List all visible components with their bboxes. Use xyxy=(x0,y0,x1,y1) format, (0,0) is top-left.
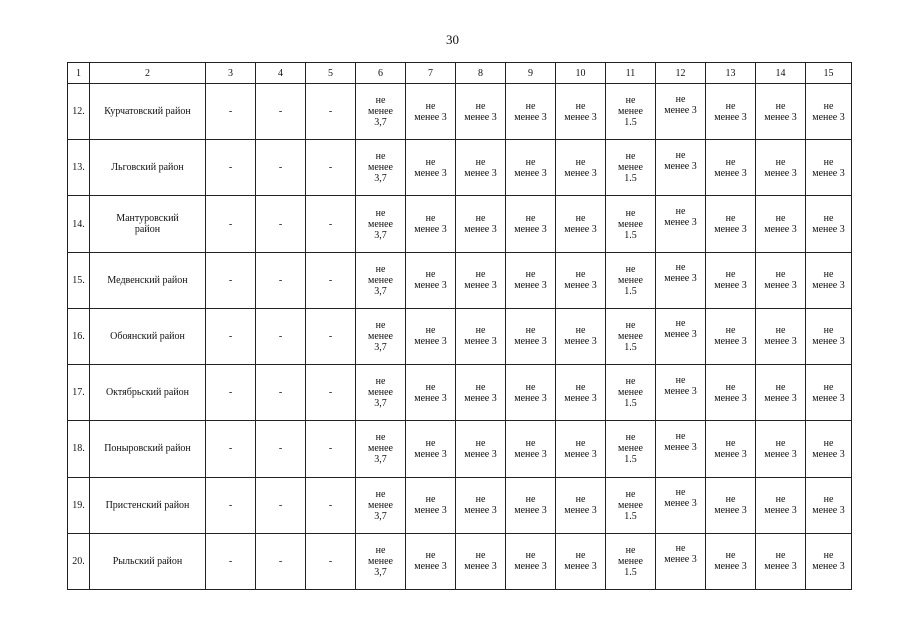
cell-col-12 xyxy=(656,252,706,308)
cell-col-3 xyxy=(206,533,256,589)
cell-col-9 xyxy=(506,365,556,421)
cell-col-11-text: не менее 1.5 xyxy=(618,319,643,353)
district-name-text: Поныровский район xyxy=(104,443,191,455)
cell-col-6 xyxy=(356,308,406,364)
cell-col-13 xyxy=(706,140,756,196)
cell-col-13-text: не менее 3 xyxy=(714,156,747,179)
district-name xyxy=(90,196,206,252)
cell-col-14 xyxy=(756,365,806,421)
cell-col-10-text: не менее 3 xyxy=(564,437,597,460)
cell-col-8 xyxy=(456,533,506,589)
cell-col-3 xyxy=(206,84,256,140)
district-name-text: Октябрьский район xyxy=(105,387,190,399)
district-name-text: Льговский район xyxy=(111,162,184,174)
cell-col-8-text: не менее 3 xyxy=(464,269,497,292)
cell-col-7-text: не менее 3 xyxy=(414,550,447,573)
cell-col-7-text: не менее 3 xyxy=(414,269,447,292)
cell-col-6-text: не менее 3,7 xyxy=(368,488,393,522)
cell-col-3-text: - xyxy=(228,443,233,455)
row-number-text: 18. xyxy=(72,443,85,455)
cell-col-4-text: - xyxy=(278,555,283,567)
cell-col-10 xyxy=(556,196,606,252)
cell-col-15-text: не менее 3 xyxy=(812,437,845,460)
cell-col-7-text: не менее 3 xyxy=(414,494,447,517)
cell-col-6 xyxy=(356,84,406,140)
cell-col-10-text: не менее 3 xyxy=(564,381,597,404)
cell-col-12-text: не менее 3 xyxy=(664,487,697,510)
cell-col-7-text: не менее 3 xyxy=(414,156,447,179)
cell-col-14-text: не менее 3 xyxy=(764,213,797,236)
column-header-12: 12 xyxy=(656,63,706,84)
cell-col-8-text: не менее 3 xyxy=(464,213,497,236)
cell-col-15 xyxy=(806,308,852,364)
cell-col-12-text: не менее 3 xyxy=(664,93,697,116)
page-number: 30 xyxy=(446,32,459,47)
cell-col-15-text: не менее 3 xyxy=(812,494,845,517)
cell-col-13 xyxy=(706,308,756,364)
cell-col-6-text: не менее 3,7 xyxy=(368,376,393,410)
cell-col-7 xyxy=(406,477,456,533)
cell-col-3 xyxy=(206,196,256,252)
cell-col-8-text: не менее 3 xyxy=(464,550,497,573)
cell-col-3-text: - xyxy=(228,218,233,230)
cell-col-11-text: не менее 1.5 xyxy=(618,488,643,522)
cell-col-3-text: - xyxy=(228,162,233,174)
cell-col-9-text: не менее 3 xyxy=(514,325,547,348)
cell-col-10 xyxy=(556,84,606,140)
cell-col-3-text: - xyxy=(228,274,233,286)
cell-col-9 xyxy=(506,140,556,196)
row-number-text: 12. xyxy=(72,106,85,118)
cell-col-12-text: не менее 3 xyxy=(664,206,697,229)
district-name-text: Курчатовский район xyxy=(104,106,191,118)
cell-col-6 xyxy=(356,252,406,308)
cell-col-5-text: - xyxy=(328,387,333,399)
cell-col-3-text: - xyxy=(228,330,233,342)
cell-col-11 xyxy=(606,365,656,421)
column-header-6: 6 xyxy=(356,63,406,84)
column-header-5: 5 xyxy=(306,63,356,84)
district-name xyxy=(90,140,206,196)
cell-col-9-text: не менее 3 xyxy=(514,100,547,123)
cell-col-15-text: не менее 3 xyxy=(812,269,845,292)
cell-col-3 xyxy=(206,140,256,196)
cell-col-8 xyxy=(456,308,506,364)
cell-col-14 xyxy=(756,140,806,196)
cell-col-12 xyxy=(656,365,706,421)
cell-col-11 xyxy=(606,477,656,533)
cell-col-12 xyxy=(656,477,706,533)
cell-col-14-text: не менее 3 xyxy=(764,156,797,179)
cell-col-5 xyxy=(306,533,356,589)
cell-col-14-text: не менее 3 xyxy=(764,325,797,348)
cell-col-12-text: не менее 3 xyxy=(664,149,697,172)
row-number-text: 16. xyxy=(72,330,85,342)
district-name-text: Медвенский район xyxy=(107,274,188,286)
column-header-3: 3 xyxy=(206,63,256,84)
cell-col-11 xyxy=(606,421,656,477)
district-name xyxy=(90,252,206,308)
cell-col-10-text: не менее 3 xyxy=(564,156,597,179)
district-name-text: Мантуровский район xyxy=(116,213,179,236)
cell-col-15 xyxy=(806,365,852,421)
cell-col-12-text: не менее 3 xyxy=(664,374,697,397)
cell-col-6-text: не менее 3,7 xyxy=(368,95,393,129)
cell-col-10-text: не менее 3 xyxy=(564,269,597,292)
cell-col-12 xyxy=(656,308,706,364)
cell-col-4 xyxy=(256,196,306,252)
cell-col-14 xyxy=(756,84,806,140)
table-row xyxy=(68,421,852,477)
table-row xyxy=(68,84,852,140)
cell-col-9-text: не менее 3 xyxy=(514,494,547,517)
cell-col-3-text: - xyxy=(228,106,233,118)
cell-col-6 xyxy=(356,140,406,196)
cell-col-9-text: не менее 3 xyxy=(514,156,547,179)
cell-col-9 xyxy=(506,477,556,533)
table-row xyxy=(68,477,852,533)
cell-col-15 xyxy=(806,533,852,589)
cell-col-6 xyxy=(356,365,406,421)
cell-col-11-text: не менее 1.5 xyxy=(618,151,643,185)
cell-col-13-text: не менее 3 xyxy=(714,550,747,573)
cell-col-6 xyxy=(356,477,406,533)
cell-col-5 xyxy=(306,477,356,533)
cell-col-11 xyxy=(606,252,656,308)
cell-col-15-text: не менее 3 xyxy=(812,156,845,179)
column-header-7: 7 xyxy=(406,63,456,84)
row-number xyxy=(68,533,90,589)
cell-col-15 xyxy=(806,477,852,533)
district-name xyxy=(90,421,206,477)
cell-col-7 xyxy=(406,421,456,477)
cell-col-14 xyxy=(756,421,806,477)
cell-col-4-text: - xyxy=(278,330,283,342)
cell-col-5 xyxy=(306,308,356,364)
cell-col-10 xyxy=(556,533,606,589)
district-name-text: Обоянский район xyxy=(110,330,185,342)
cell-col-4 xyxy=(256,533,306,589)
cell-col-11-text: не менее 1.5 xyxy=(618,95,643,129)
cell-col-6 xyxy=(356,196,406,252)
cell-col-15-text: не менее 3 xyxy=(812,213,845,236)
cell-col-15-text: не менее 3 xyxy=(812,550,845,573)
cell-col-8 xyxy=(456,421,506,477)
cell-col-14-text: не менее 3 xyxy=(764,100,797,123)
cell-col-3 xyxy=(206,477,256,533)
cell-col-11 xyxy=(606,84,656,140)
cell-col-10-text: не менее 3 xyxy=(564,325,597,348)
cell-col-10 xyxy=(556,365,606,421)
row-number xyxy=(68,84,90,140)
cell-col-13 xyxy=(706,252,756,308)
cell-col-9-text: не менее 3 xyxy=(514,437,547,460)
cell-col-8 xyxy=(456,84,506,140)
cell-col-4 xyxy=(256,84,306,140)
table-row xyxy=(68,365,852,421)
cell-col-7 xyxy=(406,252,456,308)
column-header-11: 11 xyxy=(606,63,656,84)
district-name xyxy=(90,84,206,140)
cell-col-4 xyxy=(256,421,306,477)
cell-col-11 xyxy=(606,140,656,196)
cell-col-14-text: не менее 3 xyxy=(764,494,797,517)
cell-col-5 xyxy=(306,365,356,421)
cell-col-9-text: не менее 3 xyxy=(514,381,547,404)
cell-col-12 xyxy=(656,421,706,477)
cell-col-4 xyxy=(256,308,306,364)
district-name-text: Пристенский район xyxy=(105,499,190,511)
cell-col-13-text: не менее 3 xyxy=(714,494,747,517)
cell-col-14-text: не менее 3 xyxy=(764,437,797,460)
cell-col-14-text: не менее 3 xyxy=(764,550,797,573)
cell-col-6-text: не менее 3,7 xyxy=(368,207,393,241)
cell-col-9 xyxy=(506,421,556,477)
cell-col-4-text: - xyxy=(278,443,283,455)
cell-col-8-text: не менее 3 xyxy=(464,156,497,179)
row-number xyxy=(68,252,90,308)
cell-col-8-text: не менее 3 xyxy=(464,100,497,123)
column-header-4: 4 xyxy=(256,63,306,84)
cell-col-4-text: - xyxy=(278,162,283,174)
cell-col-15 xyxy=(806,196,852,252)
cell-col-7-text: не менее 3 xyxy=(414,100,447,123)
cell-col-9-text: не менее 3 xyxy=(514,550,547,573)
cell-col-12-text: не менее 3 xyxy=(664,262,697,285)
cell-col-13-text: не менее 3 xyxy=(714,381,747,404)
cell-col-14 xyxy=(756,477,806,533)
cell-col-5-text: - xyxy=(328,274,333,286)
cell-col-11-text: не менее 1.5 xyxy=(618,432,643,466)
column-header-1: 1 xyxy=(68,63,90,84)
table-row xyxy=(68,533,852,589)
cell-col-7 xyxy=(406,196,456,252)
cell-col-14 xyxy=(756,196,806,252)
cell-col-10-text: не менее 3 xyxy=(564,494,597,517)
cell-col-13 xyxy=(706,477,756,533)
cell-col-10 xyxy=(556,252,606,308)
cell-col-11-text: не менее 1.5 xyxy=(618,544,643,578)
cell-col-15-text: не менее 3 xyxy=(812,381,845,404)
row-number xyxy=(68,196,90,252)
cell-col-5 xyxy=(306,84,356,140)
column-header-14: 14 xyxy=(756,63,806,84)
district-name xyxy=(90,533,206,589)
cell-col-4-text: - xyxy=(278,387,283,399)
row-number-text: 17. xyxy=(72,387,85,399)
cell-col-5 xyxy=(306,140,356,196)
cell-col-13 xyxy=(706,533,756,589)
cell-col-14-text: не менее 3 xyxy=(764,381,797,404)
row-number xyxy=(68,308,90,364)
cell-col-5-text: - xyxy=(328,499,333,511)
cell-col-3 xyxy=(206,421,256,477)
column-header-10: 10 xyxy=(556,63,606,84)
cell-col-13-text: не менее 3 xyxy=(714,325,747,348)
cell-col-12 xyxy=(656,196,706,252)
table-row xyxy=(68,196,852,252)
cell-col-12 xyxy=(656,533,706,589)
cell-col-7 xyxy=(406,533,456,589)
table-row xyxy=(68,252,852,308)
cell-col-9-text: не менее 3 xyxy=(514,213,547,236)
cell-col-4 xyxy=(256,140,306,196)
row-number xyxy=(68,140,90,196)
cell-col-11 xyxy=(606,196,656,252)
cell-col-11-text: не менее 1.5 xyxy=(618,207,643,241)
cell-col-6-text: не менее 3,7 xyxy=(368,544,393,578)
cell-col-7 xyxy=(406,365,456,421)
cell-col-10-text: не менее 3 xyxy=(564,550,597,573)
cell-col-4-text: - xyxy=(278,218,283,230)
row-number-text: 19. xyxy=(72,499,85,511)
column-header-13: 13 xyxy=(706,63,756,84)
row-number xyxy=(68,477,90,533)
cell-col-7-text: не менее 3 xyxy=(414,381,447,404)
cell-col-8 xyxy=(456,477,506,533)
cell-col-10 xyxy=(556,477,606,533)
cell-col-13-text: не менее 3 xyxy=(714,100,747,123)
cell-col-6-text: не менее 3,7 xyxy=(368,432,393,466)
cell-col-5-text: - xyxy=(328,162,333,174)
cell-col-14 xyxy=(756,308,806,364)
district-name-text: Рыльский район xyxy=(112,555,183,567)
cell-col-10-text: не менее 3 xyxy=(564,100,597,123)
cell-col-13-text: не менее 3 xyxy=(714,213,747,236)
cell-col-8 xyxy=(456,365,506,421)
cell-col-7 xyxy=(406,84,456,140)
cell-col-3 xyxy=(206,252,256,308)
cell-col-12 xyxy=(656,140,706,196)
column-header-2: 2 xyxy=(90,63,206,84)
cell-col-4-text: - xyxy=(278,106,283,118)
row-number-text: 13. xyxy=(72,162,85,174)
cell-col-5 xyxy=(306,252,356,308)
cell-col-12 xyxy=(656,84,706,140)
cell-col-9 xyxy=(506,196,556,252)
cell-col-5-text: - xyxy=(328,218,333,230)
column-header-15: 15 xyxy=(806,63,852,84)
cell-col-15-text: не менее 3 xyxy=(812,100,845,123)
cell-col-8-text: не менее 3 xyxy=(464,494,497,517)
column-header-8: 8 xyxy=(456,63,506,84)
cell-col-11-text: не менее 1.5 xyxy=(618,263,643,297)
cell-col-11 xyxy=(606,308,656,364)
cell-col-7 xyxy=(406,308,456,364)
table-header-row xyxy=(68,63,852,84)
cell-col-13 xyxy=(706,84,756,140)
cell-col-3 xyxy=(206,308,256,364)
cell-col-15 xyxy=(806,84,852,140)
cell-col-14-text: не менее 3 xyxy=(764,269,797,292)
cell-col-13-text: не менее 3 xyxy=(714,437,747,460)
standards-table xyxy=(67,62,852,590)
table-body xyxy=(68,63,852,590)
cell-col-14 xyxy=(756,533,806,589)
cell-col-7 xyxy=(406,140,456,196)
row-number-text: 14. xyxy=(72,218,85,230)
cell-col-13 xyxy=(706,196,756,252)
cell-col-15 xyxy=(806,140,852,196)
column-header-9: 9 xyxy=(506,63,556,84)
cell-col-9-text: не менее 3 xyxy=(514,269,547,292)
cell-col-6 xyxy=(356,533,406,589)
cell-col-13 xyxy=(706,421,756,477)
cell-col-15 xyxy=(806,421,852,477)
cell-col-5-text: - xyxy=(328,106,333,118)
row-number-text: 20. xyxy=(72,555,85,567)
cell-col-11-text: не менее 1.5 xyxy=(618,376,643,410)
district-name xyxy=(90,365,206,421)
cell-col-6 xyxy=(356,421,406,477)
cell-col-4 xyxy=(256,477,306,533)
cell-col-5-text: - xyxy=(328,330,333,342)
row-number xyxy=(68,421,90,477)
cell-col-3-text: - xyxy=(228,555,233,567)
cell-col-12-text: не менее 3 xyxy=(664,543,697,566)
cell-col-8 xyxy=(456,196,506,252)
cell-col-5 xyxy=(306,196,356,252)
cell-col-8-text: не менее 3 xyxy=(464,437,497,460)
cell-col-14 xyxy=(756,252,806,308)
cell-col-6-text: не менее 3,7 xyxy=(368,151,393,185)
row-number xyxy=(68,365,90,421)
cell-col-8-text: не менее 3 xyxy=(464,325,497,348)
cell-col-3-text: - xyxy=(228,387,233,399)
cell-col-10-text: не менее 3 xyxy=(564,213,597,236)
cell-col-13 xyxy=(706,365,756,421)
table-row xyxy=(68,140,852,196)
cell-col-5 xyxy=(306,421,356,477)
cell-col-9 xyxy=(506,533,556,589)
table-row xyxy=(68,308,852,364)
cell-col-6-text: не менее 3,7 xyxy=(368,263,393,297)
cell-col-9 xyxy=(506,252,556,308)
cell-col-5-text: - xyxy=(328,555,333,567)
cell-col-7-text: не менее 3 xyxy=(414,437,447,460)
cell-col-10 xyxy=(556,140,606,196)
cell-col-8 xyxy=(456,140,506,196)
cell-col-13-text: не менее 3 xyxy=(714,269,747,292)
cell-col-10 xyxy=(556,308,606,364)
cell-col-12-text: не менее 3 xyxy=(664,318,697,341)
cell-col-11 xyxy=(606,533,656,589)
cell-col-8 xyxy=(456,252,506,308)
cell-col-6-text: не менее 3,7 xyxy=(368,319,393,353)
cell-col-4 xyxy=(256,252,306,308)
cell-col-3-text: - xyxy=(228,499,233,511)
cell-col-9 xyxy=(506,84,556,140)
row-number-text: 15. xyxy=(72,274,85,286)
cell-col-10 xyxy=(556,421,606,477)
cell-col-4-text: - xyxy=(278,499,283,511)
cell-col-7-text: не менее 3 xyxy=(414,213,447,236)
cell-col-4 xyxy=(256,365,306,421)
cell-col-8-text: не менее 3 xyxy=(464,381,497,404)
district-name xyxy=(90,308,206,364)
cell-col-3 xyxy=(206,365,256,421)
cell-col-4-text: - xyxy=(278,274,283,286)
district-name xyxy=(90,477,206,533)
cell-col-12-text: не менее 3 xyxy=(664,430,697,453)
cell-col-7-text: не менее 3 xyxy=(414,325,447,348)
cell-col-15-text: не менее 3 xyxy=(812,325,845,348)
cell-col-9 xyxy=(506,308,556,364)
cell-col-5-text: - xyxy=(328,443,333,455)
cell-col-15 xyxy=(806,252,852,308)
